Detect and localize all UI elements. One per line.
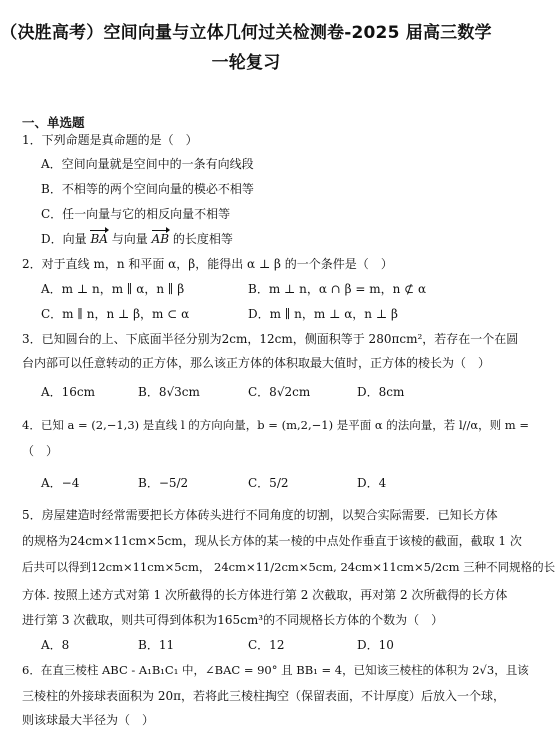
- q1-option-d-suffix: 的长度相等: [172, 232, 233, 246]
- vector-ba: BA: [90, 232, 108, 246]
- q5-option-b: B．11: [138, 638, 175, 652]
- q3-stem-line2: 台内部可以任意转动的正方体，那么该正方体的体积取最大值时，正方体的棱长为（ ）: [22, 356, 491, 370]
- q1-option-d: [41, 231, 233, 247]
- q3-option-a: A．16cm: [41, 385, 96, 399]
- q2-option-d: D．m ∥ n，m ⊥ α，n ⊥ β: [248, 307, 398, 321]
- q3-option-d: D．8cm: [357, 385, 405, 399]
- q2-option-b: B．m ⊥ n，α ∩ β = m，n ⊄ α: [248, 282, 427, 296]
- q4-option-b: B．−5/2: [138, 476, 189, 490]
- q4-option-a: A．−4: [41, 476, 80, 490]
- q4-option-d: D．4: [357, 476, 387, 490]
- q5-stem-line3: 后共可以得到12cm×11cm×5cm， 24cm×11/2cm×5cm, 24cm×11cm×5/2cm 三种不同规格的长: [22, 560, 555, 574]
- q5-option-a: A．8: [41, 638, 70, 652]
- q1-option-a: A．空间向量就是空间中的一条有向线段: [41, 157, 254, 171]
- document-title-line1: （决胜高考）空间向量与立体几何过关检测卷-2025 届高三数学: [0, 23, 492, 43]
- q1-option-d-mid: 与向量: [111, 232, 148, 246]
- q6-stem-line2: 三棱柱的外接球表面积为 20π，若将此三棱柱掏空（保留表面，不计厚度）后放入一个球，: [22, 689, 505, 703]
- q3-stem-line1: 3．已知圆台的上、下底面半径分别为2cm，12cm，侧面积等于 280πcm²，若存在一个在圆: [22, 332, 519, 346]
- q6-stem-line1: 6．在直三棱柱 ABC - A₁B₁C₁ 中，∠BAC = 90° 且 BB₁ = 4，已知该三棱柱的体积为 2√3，且该: [22, 663, 529, 677]
- q4-stem-line2: （ ）: [22, 444, 59, 458]
- q4-option-c: C．5/2: [248, 476, 289, 490]
- document-title-line2: 一轮复习: [211, 53, 281, 73]
- q5-stem-line1: 5．房屋建造时经常需要把长方体砖头进行不同角度的切割，以契合实际需要．已知长方体: [22, 508, 498, 522]
- section-heading: 一、单选题: [22, 115, 85, 130]
- q2-option-a: A．m ⊥ n，m ∥ α，n ∥ β: [41, 282, 185, 296]
- q2-stem: 2．对于直线 m，n 和平面 α，β，能得出 α ⊥ β 的一个条件是（ ）: [22, 257, 393, 271]
- q4-stem-line1: 4．已知 a = (2,−1,3) 是直线 l 的方向向量，b = (m,2,−1) 是平面 α 的法向量，若 l//α，则 m =: [22, 418, 529, 432]
- q1-option-b: B．不相等的两个空间向量的模必不相等: [41, 182, 254, 196]
- q5-option-c: C．12: [248, 638, 285, 652]
- vector-ab: AB: [151, 232, 170, 246]
- q1-stem: 1．下列命题是真命题的是（ ）: [22, 133, 198, 147]
- q5-stem-line5: 进行第 3 次截取，则共可得到体积为165cm³的不同规格长方体的个数为（ ）: [22, 613, 444, 627]
- q5-stem-line2: 的规格为24cm×11cm×5cm，现从长方体的某一棱的中点处作垂直于该棱的截面，截取 1 次: [22, 534, 522, 548]
- q1-option-c: C．任一向量与它的相反向量不相等: [41, 207, 231, 221]
- q2-option-c: C．m ∥ n，n ⊥ β，m ⊂ α: [41, 307, 190, 321]
- q5-option-d: D．10: [357, 638, 394, 652]
- q3-option-c: C．8√2cm: [248, 385, 311, 399]
- q6-stem-line3: 则该球最大半径为（ ）: [22, 713, 155, 727]
- q3-option-b: B．8√3cm: [138, 385, 200, 399]
- q1-option-d-prefix: D．向量: [41, 232, 87, 246]
- q5-stem-line4: 方体. 按照上述方式对第 1 次所截得的长方体进行第 2 次截取，再对第 2 次所截得的长方体: [22, 588, 508, 602]
